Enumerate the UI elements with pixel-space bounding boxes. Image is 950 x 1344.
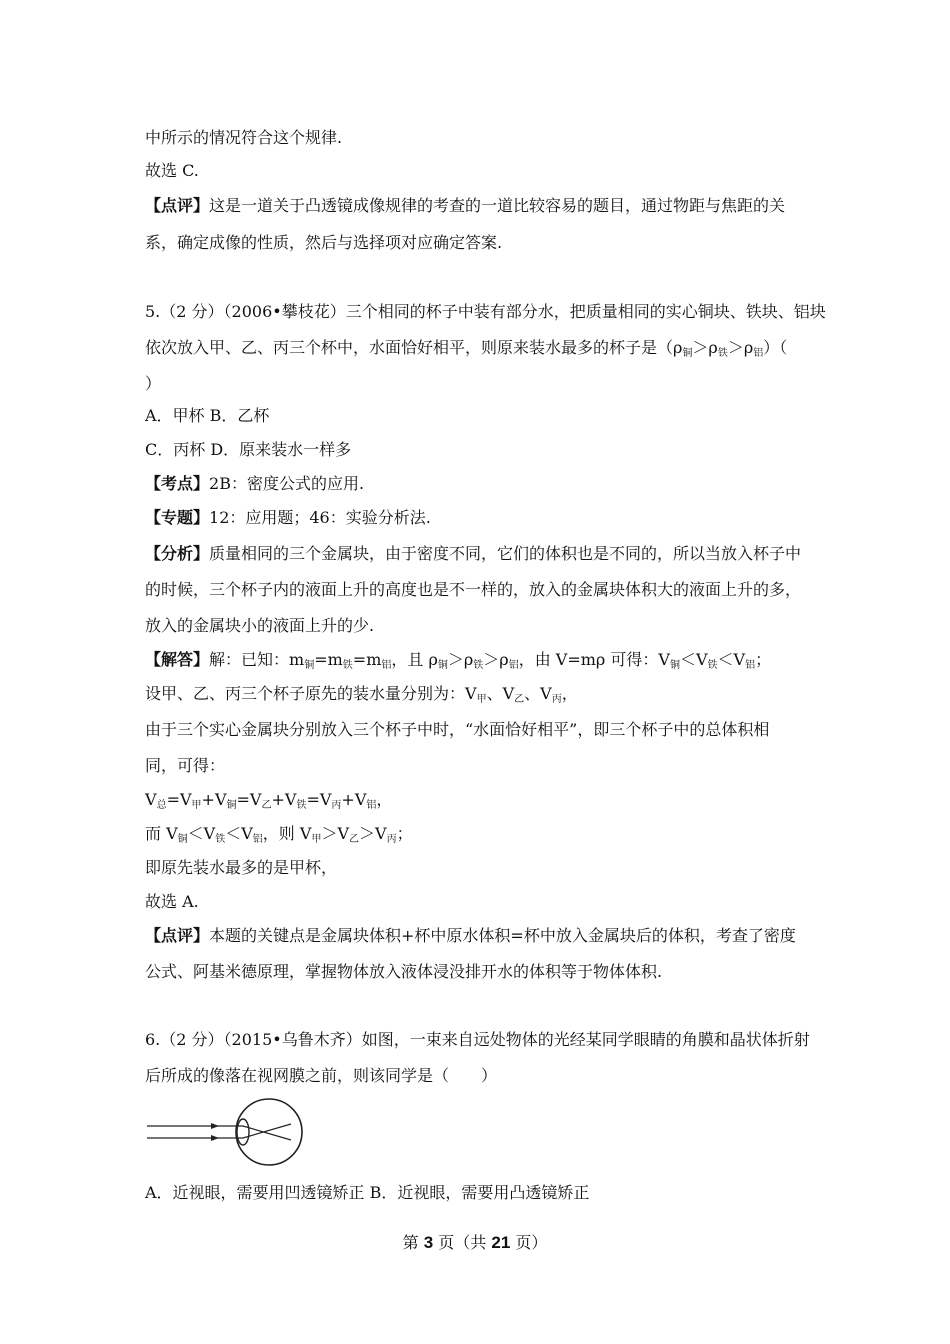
q5-zhuanti: 【专题】12：应用题；46：实验分析法. — [145, 508, 431, 527]
eye-diagram — [145, 1098, 305, 1168]
q5-options: A．甲杯 B．乙杯 — [145, 406, 270, 425]
q5-stem: 5.（2 分）（2006•攀枝花）三个相同的杯子中装有部分水，把质量相同的实心铜块、铁块、铝块 — [145, 302, 826, 321]
q6-stem: 后所成的像落在视网膜之前，则该同学是（ ） — [145, 1066, 498, 1085]
q5-jieda: 【解答】解：已知：$m_铜=m_铁=m_铝$，且 $\rho_铜>\rho_铁>\rho_铝$，由 V=mρ 可得：$V_铜<V_铁<V_铝$； — [145, 650, 772, 671]
lens — [237, 1119, 249, 1145]
text-line: 中所示的情况符合这个规律. — [145, 128, 343, 147]
page-footer: 第 3 页（共 21 页） — [402, 1233, 548, 1252]
q5-set: 设甲、乙、丙三个杯子原先的装水量分别为：$V_甲$、$V_乙$、$V_丙$， — [145, 684, 578, 705]
page-total: 21 — [491, 1233, 511, 1252]
q5-options: C．丙杯 D．原来装水一样多 — [145, 440, 352, 459]
q5-answer: 故选 A. — [145, 892, 199, 911]
q5-stem: ） — [145, 374, 162, 393]
q5-review: 【点评】本题的关键点是金属块体积+杯中原水体积=杯中放入金属块后的体积，考查了密度 — [145, 926, 796, 945]
refracted-ray — [243, 1126, 291, 1140]
page-number: 3 — [423, 1233, 434, 1252]
q5-since: 同，可得： — [145, 756, 226, 775]
q5-equation: $V_总=V_甲+V_铜=V_乙+V_铁=V_丙+V_铝$， — [145, 790, 393, 811]
refracted-ray — [243, 1124, 291, 1138]
review-tag: 【点评】 — [145, 196, 210, 215]
q5-fenxi: 放入的金属块小的液面上升的少. — [145, 616, 375, 635]
q5-conclusion: 即原先装水最多的是甲杯， — [145, 858, 338, 877]
arrow-icon — [211, 1135, 219, 1141]
review-line: 【点评】这是一道关于凸透镜成像规律的考查的一道比较容易的题目，通过物距与焦距的关 — [145, 196, 786, 215]
q5-since: 由于三个实心金属块分别放入三个杯子中时，“水面恰好相平”，即三个杯子中的总体积相 — [145, 720, 770, 739]
q5-review: 公式、阿基米德原理，掌握物体放入液体浸没排开水的体积等于物体体积. — [145, 962, 663, 981]
q5-kaodian: 【考点】2B：密度公式的应用. — [145, 474, 365, 493]
q5-fenxi: 【分析】质量相同的三个金属块，由于密度不同，它们的体积也是不同的，所以当放入杯子中 — [145, 544, 802, 563]
q5-stem: 依次放入甲、乙、丙三个杯中，水面恰好相平，则原来装水最多的杯子是$(\rho_铜>\rho_铁>\rho_铝)$（ — [145, 338, 788, 359]
eyeball — [236, 1099, 302, 1165]
q5-compare: 而 $V_铜<V_铁<V_铝$，则 $V_甲>V_乙>V_丙$； — [145, 824, 413, 845]
arrow-icon — [211, 1123, 219, 1129]
q6-stem: 6.（2 分）（2015•乌鲁木齐）如图，一束来自远处物体的光经某同学眼睛的角膜和晶状体折射 — [145, 1030, 810, 1049]
q6-options: A．近视眼，需要用凹透镜矫正 B．近视眼，需要用凸透镜矫正 — [145, 1183, 590, 1202]
answer-line: 故选 C. — [145, 161, 199, 180]
q5-fenxi: 的时候，三个杯子内的液面上升的高度也是不一样的，放入的金属块体积大的液面上升的多， — [145, 580, 802, 599]
review-line: 系，确定成像的性质，然后与选择项对应确定答案. — [145, 233, 503, 252]
